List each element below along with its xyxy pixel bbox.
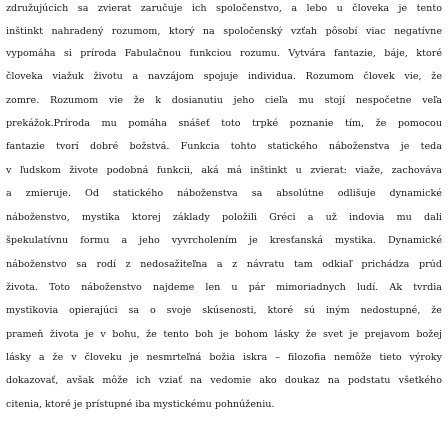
text-line: v ľudskom živote podobná funkcii, aká má inštinkt u zvierat: viaže, zachováva — [6, 165, 442, 176]
text-line: lásky a že v človeku je nesmrteľná božia iskra – filozofia nemôže tieto výroky — [6, 352, 442, 363]
text-line: citenia, ktoré je prístupné iba mystickému pohnúženiu. — [6, 399, 275, 410]
text-line: dokazovať, avšak môže ich vziať na vedomie ako doukaz na podstatu všetkého — [6, 375, 442, 386]
text-line: náboženstvo, mystika ktorej základy položili Gréci a už indovia mu dali — [6, 212, 442, 223]
text-line: inštinkt nahradený rozumom, ktorý na spoločenský vzťah pôsobí viac negatívne — [6, 26, 442, 37]
text-line: zomre. Rozumom vie že k dosianutiu jeho cieľa mu stojí nespočetne veľa — [6, 95, 442, 106]
text-line: a zmieruje. Od statického náboženstva sa absolútne odlišuje dynamické — [6, 188, 442, 199]
text-line: fantazie tvorí dobré božstvá. Funkcia tohto statického náboženstva je teda — [6, 141, 442, 152]
text-line: človeka viažuk životu a navzájom spojuje individua. Rozumom človek vie, že — [6, 71, 442, 82]
text-line: združujúcich sa zvierat zaručuje ich spoločenstvo, a lebo u človeka je tento — [6, 3, 442, 14]
text-line: špekulatívnu formu a jeho vyvrcholením je kresťanská mystika. Dynamické — [6, 235, 442, 246]
text-line: prameň života je v bohu, že tento boh je bohom lásky že svet je prejavom božej — [6, 329, 442, 340]
text-line: vypomáha si prírodа Fabulačnou funkciou rozumu. Vytvára fantazie, báje, ktoré — [6, 48, 442, 59]
text-line: života. Toto náboženstvo najdeme len u pár mimoriadnych ludí. Ak tvrdia — [6, 282, 442, 293]
text-line: mystikovia opierajúci sa o svoje skúsenosti, ktoré sú iným nedostupné, že — [6, 305, 442, 316]
text-line: prekážok.Príroda mu pomáha snášeť toto trpké poznanie tím, že pomocou — [6, 118, 442, 129]
text-line: náboženstvo sa rodí z nedosažiteľna a z návratu tam odkiaľ prichádza prúd — [6, 259, 442, 270]
